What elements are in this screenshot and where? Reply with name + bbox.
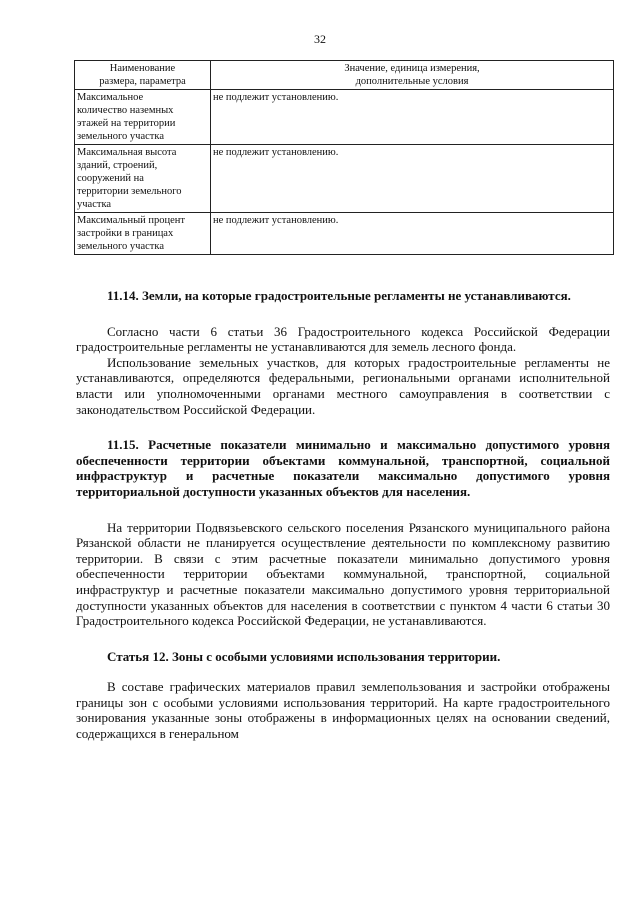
parameters-table — [74, 60, 614, 255]
paragraph: Согласно части 6 статьи 36 Градостроительного кодекса Российской Федерации градостроительные регламенты не устанавливаются для земель лесного фонда. — [76, 323, 610, 355]
cell-line: территории земельного — [77, 186, 182, 197]
parameter-name-cell — [75, 90, 211, 145]
header-parameter-name — [75, 61, 211, 90]
table-row — [75, 90, 614, 145]
parameter-value-cell: не подлежит установлению. — [211, 90, 614, 145]
cell-line: Максимальное — [77, 92, 144, 103]
parameter-value-cell: не подлежит установлению. — [211, 145, 614, 213]
paragraph: Использование земельных участков, для которых градостроительные регламенты не устанавливаются, определяются федеральными, региональными органами исполнительной власти или уполномоченными органами местного самоуправления в соответствии с законодательством Российской Федерации. — [76, 354, 610, 417]
cell-line: этажей на территории — [77, 118, 176, 129]
document-body — [76, 288, 610, 742]
cell-line: количество наземных — [77, 105, 174, 116]
cell-line: Максимальный процент — [77, 215, 185, 226]
header-line: Значение, единица измерения, — [344, 63, 480, 74]
parameter-name-cell — [75, 213, 211, 255]
cell-line: зданий, строений, — [77, 160, 158, 171]
cell-line: земельного участка — [77, 131, 164, 142]
paragraph: В составе графических материалов правил землепользования и застройки отображены границы зон с особыми условиями использования территорий. На карте градостроительного зонирования указанные зоны отображены в информационных целях на основании сведений, содержащихся в генеральном — [76, 679, 610, 742]
article-heading-12: Статья 12. Зоны с особыми условиями использования территории. — [107, 648, 501, 664]
header-line: размера, параметра — [99, 76, 186, 87]
page-number: 32 — [314, 32, 326, 46]
parameter-name-cell — [75, 145, 211, 213]
section-heading-11-15: 11.15. Расчетные показатели минимально и максимально допустимого уровня обеспеченности территории объектами коммунальной, транспортной, социальной инфраструктур и расчетные показатели максимально допустимого уровня территориальной доступности указанных объектов для населения. — [76, 437, 610, 499]
paragraph: На территории Подвязьевского сельского поселения Рязанского муниципального района Рязанской области не планируется осуществление деятельности по комплексному развитию территории. В связи с этим расчетные показатели минимально допустимого уровня обеспеченности территории объектами коммунальной, транспортной, социальной инфраструктур и расчетные показатели максимально допустимого уровня территориальной доступности указанных объектов для населения в соответствии с пунктом 4 части 6 статьи 30 Градостроительного кодекса Российской Федерации, не устанавливаются. — [76, 519, 610, 629]
header-line: Наименование — [109, 63, 176, 74]
cell-line: земельного участка — [77, 241, 164, 252]
parameter-value-cell: не подлежит установлению. — [211, 213, 614, 255]
table-row — [75, 213, 614, 255]
header-line: дополнительные условия — [355, 76, 469, 87]
cell-line: сооружений на — [77, 173, 144, 184]
cell-line: Максимальная высота — [77, 147, 177, 158]
cell-line: застройки в границах — [77, 228, 174, 239]
table-row — [75, 145, 614, 213]
header-value — [211, 61, 614, 90]
section-heading-11-14: 11.14. Земли, на которые градостроительные регламенты не устанавливаются. — [107, 288, 571, 303]
cell-line: участка — [77, 199, 112, 210]
table-header-row — [75, 61, 614, 90]
